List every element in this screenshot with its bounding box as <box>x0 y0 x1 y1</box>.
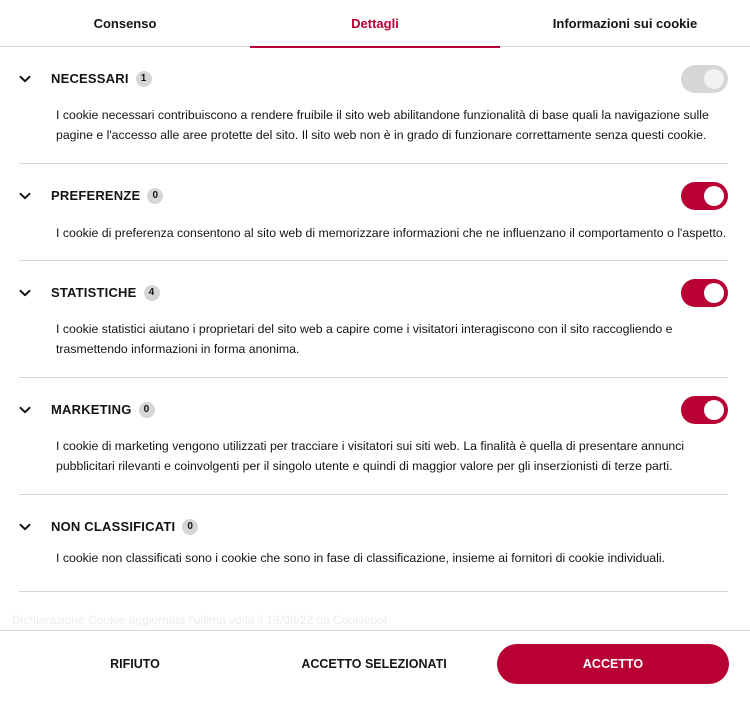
toggle-knob <box>704 186 724 206</box>
category-necessary <box>19 65 728 145</box>
category-header[interactable] <box>19 182 728 212</box>
marketing-toggle[interactable] <box>681 396 728 424</box>
category-header[interactable] <box>19 279 728 309</box>
category-description: I cookie di marketing vengono utilizzati per tracciare i visitatori sui siti web. La finalità è quella di presentare annunci pubblicitari rilevanti e coinvolgenti per il singolo utente e quindi di maggior valore per gli inserzionisti di terze parti. <box>56 439 685 473</box>
category-header[interactable] <box>19 65 728 95</box>
category-marketing <box>19 396 728 476</box>
accept-selected-button[interactable]: ACCETTO SELEZIONATI <box>262 644 486 684</box>
chevron-down-icon[interactable] <box>19 521 31 533</box>
chevron-down-icon[interactable] <box>19 190 31 202</box>
statistics-toggle[interactable] <box>681 279 728 307</box>
divider <box>19 377 728 378</box>
chevron-down-icon[interactable] <box>19 287 31 299</box>
cookie-count-badge: 4 <box>144 285 160 301</box>
chevron-down-icon[interactable] <box>19 404 31 416</box>
cookie-count-badge: 1 <box>136 71 152 87</box>
category-description: I cookie non classificati sono i cookie che sono in fase di classificazione, insieme ai fornitori di cookie individuali. <box>56 551 666 565</box>
chevron-down-icon[interactable] <box>19 73 31 85</box>
cookie-declaration-note: Dichiarazione Cookie aggiornata l'ultima volta il 19/08/22 da Cookiebot <box>12 613 388 627</box>
reject-button[interactable]: RIFIUTO <box>22 644 248 684</box>
accept-all-button[interactable]: ACCETTO <box>497 644 729 684</box>
divider <box>19 591 728 592</box>
toggle-knob <box>704 400 724 420</box>
category-preferences <box>19 182 728 242</box>
category-description: I cookie statistici aiutano i proprietari del sito web a capire come i visitatori interagiscono con il sito raccogliendo e trasmettendo informazioni in forma anonima. <box>56 322 673 356</box>
tab-bar <box>0 0 750 47</box>
category-title: NECESSARI 1 <box>51 71 152 88</box>
details-panel[interactable] <box>0 48 750 630</box>
category-title: STATISTICHE 4 <box>51 285 160 302</box>
cookie-count-badge: 0 <box>182 519 198 535</box>
category-header[interactable] <box>19 396 728 426</box>
tab-consent[interactable]: Consenso <box>93 16 157 31</box>
consent-footer <box>0 630 750 702</box>
category-title: MARKETING 0 <box>51 402 155 419</box>
category-description: I cookie necessari contribuiscono a rendere fruibile il sito web abilitandone funzionalità di base quali la navigazione sulle pagine e l'accesso alle aree protette del sito. Il sito web non è in grado di funzionare correttamente senza questi cookie. <box>56 108 709 142</box>
toggle-knob <box>704 69 724 89</box>
tab-cookie-info[interactable]: Informazioni sui cookie <box>552 16 698 31</box>
necessary-toggle <box>681 65 728 93</box>
category-title: PREFERENZE 0 <box>51 188 163 205</box>
toggle-knob <box>704 283 724 303</box>
divider <box>19 260 728 261</box>
divider <box>19 163 728 164</box>
cookie-count-badge: 0 <box>139 402 155 418</box>
category-statistics <box>19 279 728 359</box>
category-title: NON CLASSIFICATI 0 <box>51 519 198 536</box>
tab-details[interactable]: Dettagli <box>250 0 500 47</box>
category-description: I cookie di preferenza consentono al sito web di memorizzare informazioni che ne influenzano il comportamento o l'aspetto. <box>56 226 727 240</box>
preferences-toggle[interactable] <box>681 182 728 210</box>
category-unclassified <box>19 513 728 573</box>
cookie-count-badge: 0 <box>147 188 163 204</box>
divider <box>19 494 728 495</box>
category-header[interactable] <box>19 513 728 543</box>
